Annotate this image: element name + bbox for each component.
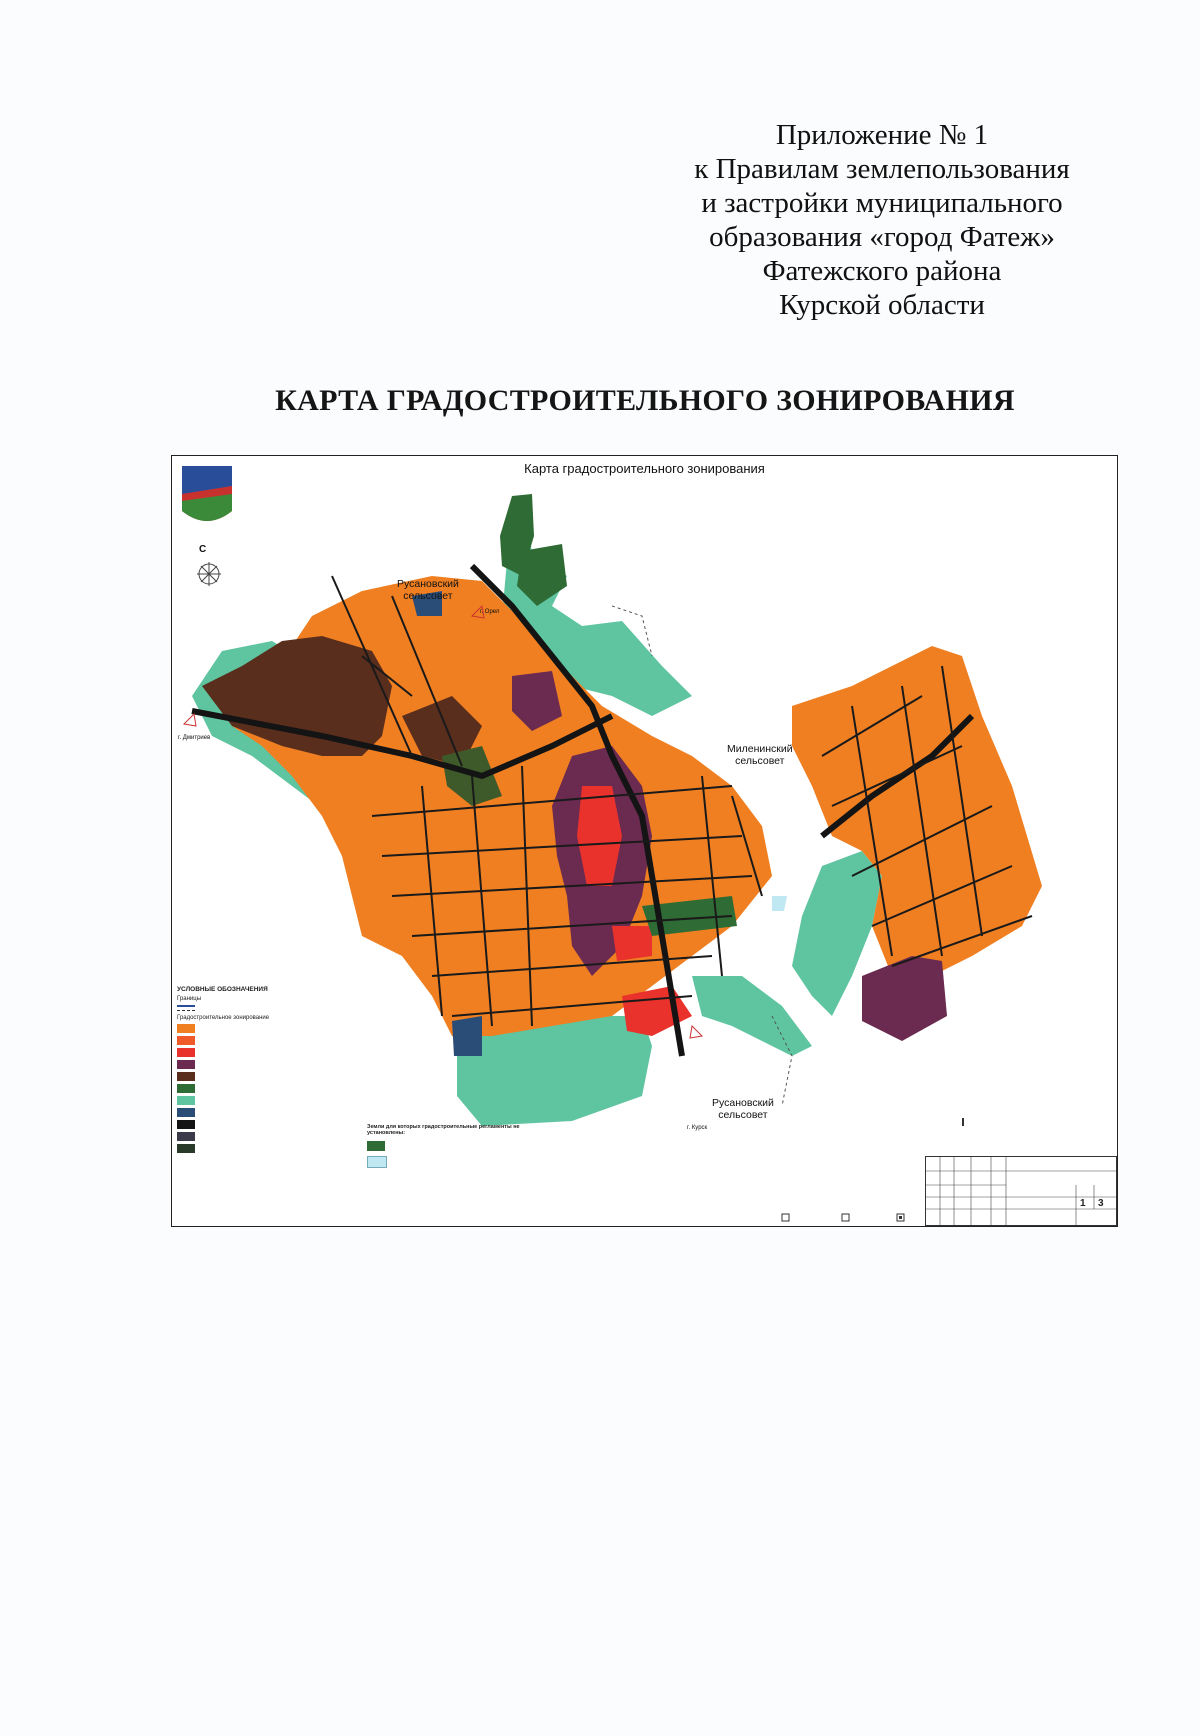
- legend-row: [177, 1120, 347, 1129]
- secondary-legend: [367, 1124, 547, 1173]
- legend-row: [177, 1036, 347, 1045]
- north-letter: С: [199, 544, 207, 555]
- appendix-line: образования «город Фатеж»: [709, 221, 1055, 253]
- direction-arrow-icon: [184, 714, 196, 726]
- legend-row: [177, 1005, 347, 1007]
- legend-title: УСЛОВНЫЕ ОБОЗНАЧЕНИЯ: [177, 986, 268, 993]
- water-body: [772, 896, 787, 911]
- sheet-number: 1: [1080, 1198, 1086, 1209]
- appendix-header: [652, 118, 1112, 322]
- direction-arrow-icon: [690, 1026, 702, 1038]
- bottom-legend: [772, 1196, 922, 1226]
- legend-boundaries-title: Границы: [177, 996, 201, 1002]
- legend-row: [177, 1060, 347, 1069]
- bottom-legend-icons: [772, 1196, 922, 1226]
- appendix-line: Курской области: [779, 289, 985, 321]
- business-zone: [612, 926, 652, 961]
- title-block: [925, 1156, 1117, 1226]
- document-title: КАРТА ГРАДОСТРОИТЕЛЬНОГО ЗОНИРОВАНИЯ: [275, 384, 1015, 417]
- legend-row: [177, 1108, 347, 1117]
- appendix-line: Фатежского района: [762, 255, 1002, 287]
- legend-row: [177, 1024, 347, 1033]
- appendix-line: Приложение № 1: [775, 119, 989, 151]
- legend-row: [177, 1010, 347, 1012]
- appendix-line: и застройки муниципального: [701, 187, 1063, 219]
- place-label-kursk: г. Курск: [687, 1125, 708, 1131]
- title-block-grid: [926, 1157, 1116, 1225]
- legend-row: [367, 1156, 547, 1168]
- place-label-rusanovsky-north: Русановский сельсовет: [397, 578, 459, 602]
- map-caption: Карта градостроительного зонирования: [524, 461, 765, 476]
- legend-row: [177, 1084, 347, 1093]
- zoning-map: [171, 455, 1118, 1227]
- legend-row: [177, 1132, 347, 1141]
- compass-icon: [197, 562, 221, 586]
- recreation-zone: [692, 976, 812, 1056]
- sheet-total: 3: [1098, 1198, 1104, 1209]
- map-legend: [177, 986, 347, 1156]
- legend-row: [177, 1072, 347, 1081]
- legend2-title: Земли для которых градостроительные регламенты не установлены:: [367, 1124, 520, 1136]
- appendix-line: к Правилам землепользования: [694, 153, 1070, 185]
- legend-row: [177, 1048, 347, 1057]
- legend-zoning-title: Градостроительное зонирование: [177, 1015, 270, 1021]
- legend-row: [177, 1144, 347, 1153]
- transport-zone: [452, 1016, 482, 1056]
- legend-row: [177, 1096, 347, 1105]
- place-label-milenino: Миленинский сельсовет: [727, 743, 793, 767]
- business-zone: [862, 956, 947, 1041]
- legend-row: [367, 1141, 547, 1151]
- place-label-rusanovsky-south: Русановский сельсовет: [712, 1097, 774, 1121]
- place-label-orel: г. Орел: [480, 609, 500, 615]
- place-label-dmitriev: г. Дмитриев: [178, 735, 211, 741]
